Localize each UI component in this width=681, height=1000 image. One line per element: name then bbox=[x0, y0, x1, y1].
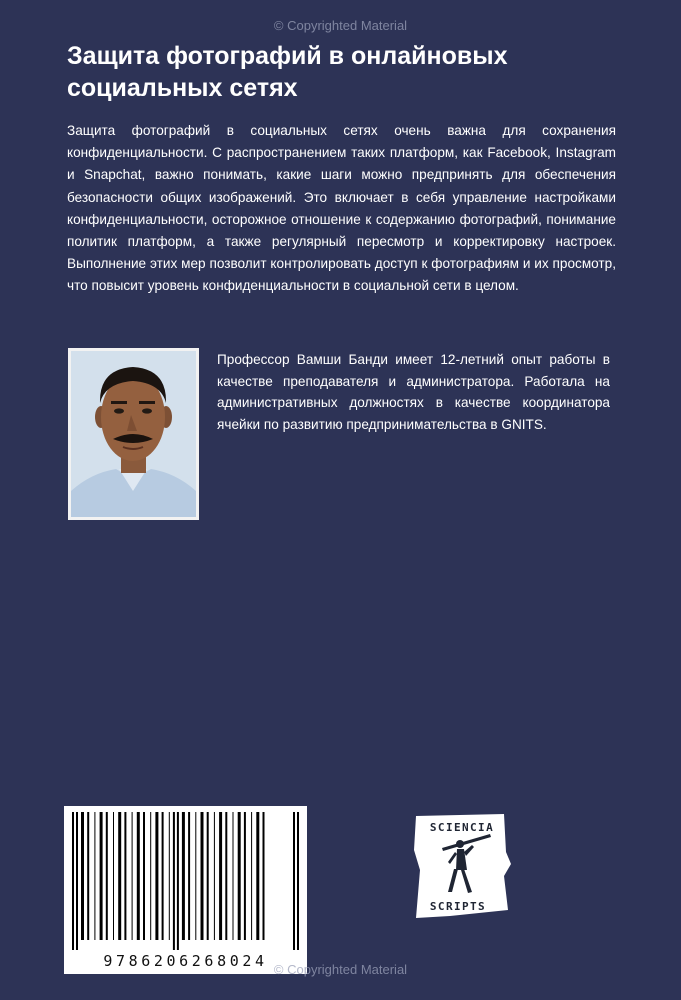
barcode-bar bbox=[124, 812, 126, 940]
barcode-bar bbox=[256, 812, 259, 940]
barcode-bar bbox=[81, 812, 84, 940]
barcode-bar bbox=[297, 812, 299, 950]
barcode-bar bbox=[137, 812, 140, 940]
watermark-bottom: © Copyrighted Material bbox=[273, 962, 408, 977]
barcode-bar bbox=[113, 812, 114, 940]
barcode-bar bbox=[72, 812, 74, 950]
barcode-bar bbox=[195, 812, 196, 940]
barcode-bar bbox=[106, 812, 108, 940]
barcode-bar bbox=[150, 812, 151, 940]
watermark-top: © Copyrighted Material bbox=[273, 18, 408, 33]
barcode-bar bbox=[182, 812, 185, 940]
book-blurb: Защита фотографий в социальных сетях очень важна для сохранения конфиденциальности. С распространением таких платформ, как Facebook, Instagram и Snapchat, важно понимать, какие шаги можно предпринять для обеспечения безопасности общих изображений. Это включает в себя управление настройками конфиденциальности, осторожное отношение к содержанию фотографий, понимание политик платформ, а также регулярный пересмотр и корректировку настроек. Выполнение этих мер позволит контролировать доступ к фотографиям и их просмотр, что повысит уровень конфиденциальности в социальной сети в целом. bbox=[67, 123, 616, 294]
publisher-logo bbox=[412, 812, 512, 920]
barcode-bar bbox=[132, 812, 133, 940]
barcode-bar bbox=[169, 812, 170, 940]
barcode bbox=[64, 806, 307, 974]
barcode-bar bbox=[293, 812, 295, 950]
barcode-bar bbox=[162, 812, 164, 940]
author-bio: Профессор Вамши Банди имеет 12-летний опыт работы в качестве преподавателя и администратора. Работала на административных должностях в качестве координатора ячейки по развитию предпринимательства в GNITS. bbox=[217, 352, 610, 432]
barcode-bar bbox=[143, 812, 145, 940]
barcode-bar bbox=[155, 812, 158, 940]
barcode-bar bbox=[118, 812, 121, 940]
isbn-number: 9786206268024 bbox=[103, 952, 268, 970]
publisher-name-line1: SCIENCIA bbox=[429, 821, 495, 834]
barcode-bar bbox=[207, 812, 209, 940]
barcode-bar bbox=[214, 812, 215, 940]
barcode-bar bbox=[251, 812, 252, 940]
barcode-bar bbox=[233, 812, 234, 940]
publisher-name-line2: SCRIPTS bbox=[429, 900, 487, 913]
barcode-bar bbox=[173, 812, 175, 950]
barcode-bar bbox=[188, 812, 190, 940]
barcode-bar bbox=[225, 812, 227, 940]
barcode-bar bbox=[244, 812, 246, 940]
barcode-bar bbox=[94, 812, 95, 940]
barcode-bar bbox=[219, 812, 222, 940]
barcode-bar bbox=[263, 812, 265, 940]
barcode-bar bbox=[76, 812, 78, 950]
book-title: Защита фотографий в онлайновых социальных сетях bbox=[67, 42, 508, 102]
barcode-bars bbox=[64, 806, 307, 952]
barcode-bar bbox=[201, 812, 204, 940]
barcode-bar bbox=[100, 812, 103, 940]
barcode-bar bbox=[238, 812, 241, 940]
barcode-bar bbox=[177, 812, 179, 950]
barcode-bar bbox=[87, 812, 89, 940]
author-photo bbox=[68, 348, 199, 520]
